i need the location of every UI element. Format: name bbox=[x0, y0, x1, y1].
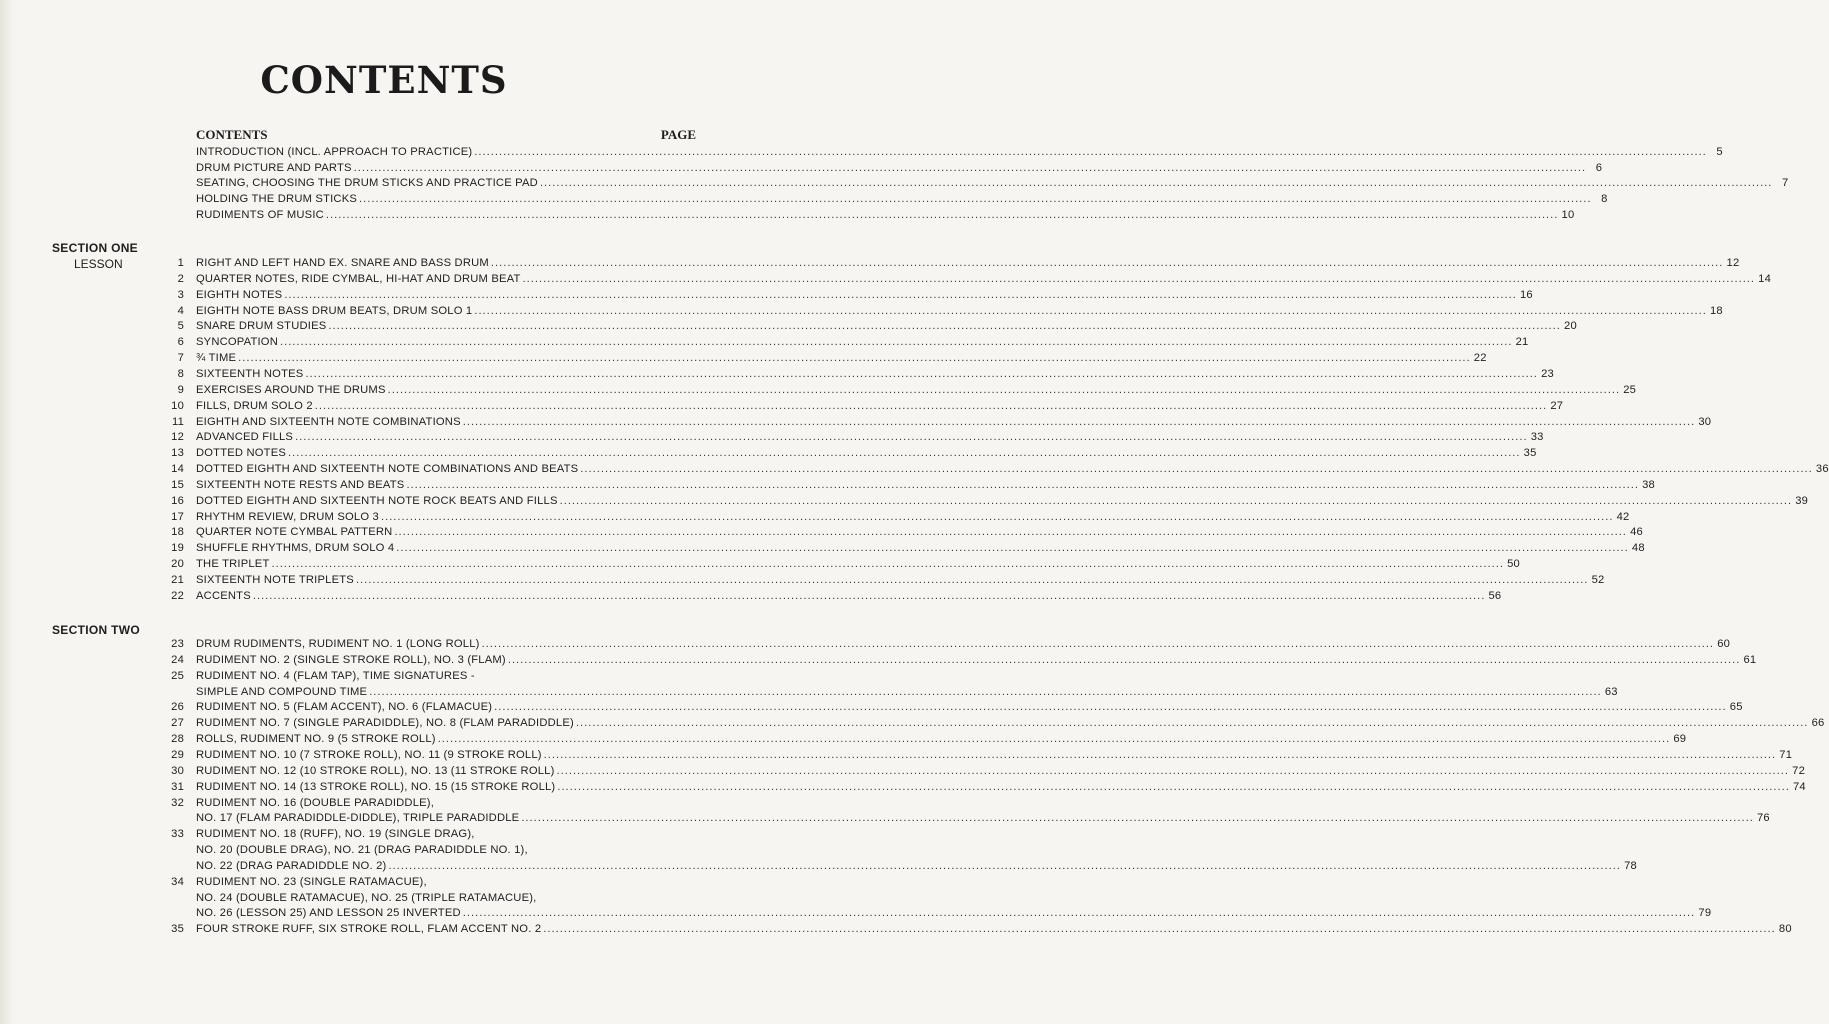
page-number: 22 bbox=[1473, 352, 1487, 365]
dot-leader: ............................................................................................................................................................................................................................................................................................................ bbox=[387, 383, 1621, 396]
toc-entry bbox=[160, 637, 1731, 652]
page-number: 33 bbox=[1530, 431, 1544, 444]
page-number: 20 bbox=[1564, 320, 1577, 333]
dot-leader: ............................................................................................................................................................................................................................................................................................................ bbox=[557, 780, 1790, 793]
dot-leader: ............................................................................................................................................................................................................................................................................................................ bbox=[575, 717, 1809, 730]
entry-title: DOTTED EIGHTH AND SIXTEENTH NOTE COMBINATIONS AND BEATS bbox=[196, 463, 579, 476]
toc-entry bbox=[160, 176, 1789, 191]
page-number: 52 bbox=[1591, 574, 1605, 586]
dot-leader: ............................................................................................................................................................................................................................................................................................................ bbox=[522, 272, 1756, 285]
entry-title: EXERCISES AROUND THE DRUMS bbox=[196, 383, 386, 396]
dot-leader: ............................................................................................................................................................................................................................................................................................................ bbox=[481, 638, 1715, 650]
toc-entry bbox=[160, 304, 1723, 319]
page-number: 8 bbox=[1601, 193, 1608, 206]
entry-title: THE TRIPLET bbox=[196, 558, 270, 571]
page-number: 42 bbox=[1616, 510, 1630, 523]
toc-entry bbox=[160, 653, 1757, 668]
toc-entry bbox=[160, 891, 696, 906]
page-number: 50 bbox=[1507, 558, 1520, 571]
lesson-number: 2 bbox=[177, 272, 184, 285]
toc-entry bbox=[160, 272, 1772, 287]
dot-leader: ............................................................................................................................................................................................................................................................................................................ bbox=[580, 463, 1813, 476]
dot-leader: ............................................................................................................................................................................................................................................................................................................ bbox=[406, 478, 1639, 491]
entry-title: SNARE DRUM STUDIES bbox=[196, 320, 327, 333]
toc-entry bbox=[160, 780, 1806, 795]
entry-title: DOTTED EIGHTH AND SIXTEENTH NOTE ROCK BEATS AND FILLS bbox=[196, 494, 558, 507]
dot-leader: ............................................................................................................................................................................................................................................................................................................ bbox=[252, 589, 1486, 602]
toc-entry bbox=[160, 430, 1544, 445]
entry-title: DRUM RUDIMENTS, RUDIMENT NO. 1 (LONG ROLL) bbox=[196, 638, 480, 650]
page-number: 36 bbox=[1815, 463, 1829, 476]
entry-title: ¾ TIME bbox=[196, 352, 237, 365]
entry-title: RUDIMENT NO. 16 (DOUBLE PARADIDDLE), bbox=[196, 796, 435, 809]
lesson-number: 4 bbox=[177, 304, 184, 317]
dot-leader: ............................................................................................................................................................................................................................................................................................................ bbox=[462, 415, 1696, 428]
entry-title: FOUR STROKE RUFF, SIX STROKE ROLL, FLAM ACCENT NO. 2 bbox=[196, 923, 542, 936]
dot-leader: ............................................................................................................................................................................................................................................................................................................ bbox=[462, 907, 1696, 920]
entry-title: ACCENTS bbox=[196, 589, 251, 602]
page-number: 61 bbox=[1743, 653, 1757, 666]
lesson-number: 31 bbox=[171, 780, 184, 793]
entry-title: HOLDING THE DRUM STICKS bbox=[196, 193, 358, 206]
entry-title: RUDIMENT NO. 4 (FLAM TAP), TIME SIGNATURES - bbox=[196, 669, 475, 682]
toc-entry bbox=[160, 462, 1829, 477]
page-number: 74 bbox=[1792, 780, 1806, 793]
page-number: 5 bbox=[1716, 146, 1723, 158]
entry-title: RHYTHM REVIEW, DRUM SOLO 3 bbox=[196, 510, 379, 523]
dot-leader: ............................................................................................................................................................................................................................................................................................................ bbox=[394, 526, 1627, 539]
page-number: 80 bbox=[1778, 923, 1792, 936]
contents-column-header: CONTENTS bbox=[196, 127, 268, 142]
entry-title: SIMPLE AND COMPOUND TIME bbox=[196, 685, 368, 698]
entry-title: SIXTEENTH NOTES bbox=[196, 367, 304, 380]
dot-leader: ............................................................................................................................................................................................................................................................................................................ bbox=[279, 336, 1513, 349]
dot-leader: ............................................................................................................................................................................................................................................................................................................ bbox=[305, 367, 1538, 380]
page-number: 56 bbox=[1488, 589, 1502, 602]
toc-entry bbox=[160, 827, 696, 842]
entry-title: RUDIMENTS OF MUSIC bbox=[196, 208, 324, 221]
entry-title: EIGHTH NOTE BASS DRUM BEATS, DRUM SOLO 1 bbox=[196, 304, 473, 317]
dot-leader: ............................................................................................................................................................................................................................................................................................................ bbox=[490, 257, 1724, 269]
page-number: 69 bbox=[1673, 733, 1687, 746]
entry-title: SEATING, CHOOSING THE DRUM STICKS AND PRACTICE PAD bbox=[196, 177, 538, 190]
dot-leader: ............................................................................................................................................................................................................................................................................................................ bbox=[288, 447, 1521, 460]
toc-entry bbox=[160, 145, 1723, 160]
dot-leader: ............................................................................................................................................................................................................................................................................................................ bbox=[271, 558, 1504, 571]
page-number: 7 bbox=[1781, 177, 1789, 190]
toc-entry bbox=[160, 510, 1630, 525]
page-number: 35 bbox=[1523, 447, 1537, 460]
toc-entry bbox=[160, 764, 1805, 779]
entry-title: RUDIMENT NO. 7 (SINGLE PARADIDDLE), NO. 8 (FLAM PARADIDDLE) bbox=[196, 717, 574, 730]
lesson-number: 29 bbox=[171, 748, 184, 761]
page-number: 66 bbox=[1811, 717, 1825, 730]
page-number: 14 bbox=[1758, 272, 1772, 285]
lesson-number: 28 bbox=[171, 733, 184, 746]
entry-title: RIGHT AND LEFT HAND EX. SNARE AND BASS DRUM bbox=[196, 257, 489, 269]
lesson-number: 26 bbox=[171, 701, 184, 714]
page-number: 46 bbox=[1630, 526, 1643, 539]
dot-leader: ............................................................................................................................................................................................................................................................................................................ bbox=[314, 399, 1548, 412]
toc-entry bbox=[160, 446, 1537, 461]
page-number: 10 bbox=[1561, 208, 1575, 221]
dot-leader: ............................................................................................................................................................................................................................................................................................................ bbox=[325, 208, 1559, 221]
page-number: 71 bbox=[1779, 748, 1793, 761]
dot-leader: ............................................................................................................................................................................................................................................................................................................ bbox=[355, 574, 1589, 586]
page-number: 65 bbox=[1729, 701, 1743, 714]
dot-leader: ............................................................................................................................................................................................................................................................................................................ bbox=[284, 288, 1517, 301]
toc-entry bbox=[160, 589, 1502, 604]
entry-title: EIGHTH NOTES bbox=[196, 288, 283, 301]
toc-entry bbox=[160, 859, 1637, 874]
page-number: 6 bbox=[1595, 161, 1603, 174]
toc-entry bbox=[160, 208, 1575, 223]
entry-title: NO. 22 (DRAG PARADIDDLE NO. 2) bbox=[196, 859, 387, 872]
lesson-number: 13 bbox=[171, 447, 184, 460]
lesson-number: 34 bbox=[171, 875, 184, 888]
page-column-header: PAGE bbox=[660, 127, 696, 142]
toc-entry bbox=[160, 669, 696, 684]
entry-title: SHUFFLE RHYTHMS, DRUM SOLO 4 bbox=[196, 542, 395, 555]
lesson-number: 9 bbox=[177, 383, 184, 396]
lesson-number: 19 bbox=[171, 542, 184, 555]
lesson-number: 20 bbox=[171, 558, 184, 571]
toc-entry bbox=[160, 843, 696, 858]
dot-leader: ............................................................................................................................................................................................................................................................................................................ bbox=[396, 542, 1629, 555]
page-number: 79 bbox=[1698, 907, 1712, 920]
page-number: 25 bbox=[1623, 383, 1637, 396]
toc-entry bbox=[160, 811, 1770, 826]
dot-leader: ............................................................................................................................................................................................................................................................................................................ bbox=[539, 177, 1773, 190]
lesson-number: 18 bbox=[171, 526, 184, 539]
dot-leader: ............................................................................................................................................................................................................................................................................................................ bbox=[437, 733, 1671, 746]
toc-entry bbox=[160, 494, 1809, 509]
page-edge-shadow bbox=[0, 0, 14, 1024]
entry-title: EIGHTH AND SIXTEENTH NOTE COMBINATIONS bbox=[196, 415, 461, 428]
toc-entry bbox=[160, 525, 1643, 540]
lesson-number: 32 bbox=[171, 796, 184, 809]
page-number: 60 bbox=[1717, 638, 1731, 650]
toc-entry bbox=[160, 748, 1793, 763]
entry-title: NO. 24 (DOUBLE RATAMACUE), NO. 25 (TRIPLE RATAMACUE), bbox=[196, 891, 537, 904]
dot-leader: ............................................................................................................................................................................................................................................................................................................ bbox=[369, 685, 1602, 698]
toc-entry bbox=[160, 922, 1792, 937]
lesson-number: 24 bbox=[171, 653, 184, 666]
page-number: 21 bbox=[1515, 336, 1529, 349]
entry-title: SIXTEENTH NOTE RESTS AND BEATS bbox=[196, 478, 405, 491]
page-number: 78 bbox=[1624, 859, 1637, 872]
toc-entry bbox=[160, 319, 1577, 334]
entry-title: DOTTED NOTES bbox=[196, 447, 287, 460]
entry-title: INTRODUCTION (INCL. APPROACH TO PRACTICE) bbox=[196, 146, 473, 158]
section-one-heading: SECTION ONE bbox=[52, 241, 138, 255]
dot-leader: ............................................................................................................................................................................................................................................................................................................ bbox=[359, 193, 1592, 206]
entry-title: RUDIMENT NO. 12 (10 STROKE ROLL), NO. 13 (11 STROKE ROLL) bbox=[196, 764, 555, 777]
entry-title: QUARTER NOTES, RIDE CYMBAL, HI-HAT AND DRUM BEAT bbox=[196, 272, 521, 285]
page-title: CONTENTS bbox=[260, 58, 508, 102]
toc-entry bbox=[160, 399, 1564, 414]
dot-leader: ............................................................................................................................................................................................................................................................................................................ bbox=[543, 923, 1776, 936]
lesson-number: 16 bbox=[171, 494, 184, 507]
page-number: 12 bbox=[1726, 257, 1740, 269]
page-number: 23 bbox=[1541, 367, 1554, 380]
entry-title: NO. 20 (DOUBLE DRAG), NO. 21 (DRAG PARADIDDLE NO. 1), bbox=[196, 844, 528, 857]
dot-leader: ............................................................................................................................................................................................................................................................................................................ bbox=[543, 748, 1777, 761]
lesson-number: 8 bbox=[177, 367, 184, 380]
page-number: 18 bbox=[1709, 304, 1723, 317]
lesson-number: 27 bbox=[171, 717, 184, 730]
entry-title: QUARTER NOTE CYMBAL PATTERN bbox=[196, 526, 393, 539]
toc-entry bbox=[160, 192, 1608, 207]
lesson-number: 22 bbox=[171, 589, 184, 602]
lesson-number: 6 bbox=[177, 336, 184, 349]
entry-title: ROLLS, RUDIMENT NO. 9 (5 STROKE ROLL) bbox=[196, 733, 436, 746]
lesson-number: 15 bbox=[171, 478, 184, 491]
section-two-heading: SECTION TWO bbox=[52, 623, 140, 637]
toc-entry bbox=[160, 700, 1743, 715]
toc-entry bbox=[160, 415, 1712, 430]
dot-leader: ............................................................................................................................................................................................................................................................................................................ bbox=[238, 352, 1471, 365]
page-number: 63 bbox=[1604, 685, 1618, 698]
entry-title: RUDIMENT NO. 10 (7 STROKE ROLL), NO. 11 (9 STROKE ROLL) bbox=[196, 748, 542, 761]
entry-title: RUDIMENT NO. 23 (SINGLE RATAMACUE), bbox=[196, 875, 427, 888]
toc-entry bbox=[160, 557, 1520, 572]
entry-title: SYNCOPATION bbox=[196, 336, 278, 349]
toc-entry bbox=[160, 478, 1655, 493]
entry-title: RUDIMENT NO. 5 (FLAM ACCENT), NO. 6 (FLAMACUE) bbox=[196, 701, 493, 714]
dot-leader: ............................................................................................................................................................................................................................................................................................................ bbox=[295, 431, 1528, 444]
toc-entry bbox=[160, 732, 1687, 747]
dot-leader: ............................................................................................................................................................................................................................................................................................................ bbox=[507, 653, 1741, 666]
toc-entry bbox=[160, 875, 696, 890]
dot-leader: ............................................................................................................................................................................................................................................................................................................ bbox=[388, 859, 1621, 872]
toc-entry bbox=[160, 383, 1637, 398]
lesson-number: 30 bbox=[171, 764, 184, 777]
entry-title: ADVANCED FILLS bbox=[196, 431, 294, 444]
entry-title: SIXTEENTH NOTE TRIPLETS bbox=[196, 574, 354, 586]
lesson-number: 7 bbox=[177, 352, 184, 365]
toc-entry bbox=[160, 288, 1533, 303]
entry-title: RUDIMENT NO. 2 (SINGLE STROKE ROLL), NO. 3 (FLAM) bbox=[196, 653, 506, 666]
entry-title: DRUM PICTURE AND PARTS bbox=[196, 161, 352, 174]
toc-entry bbox=[160, 906, 1712, 921]
toc-entry bbox=[160, 541, 1645, 556]
entry-title: FILLS, DRUM SOLO 2 bbox=[196, 399, 313, 412]
page-number: 76 bbox=[1756, 812, 1770, 825]
lesson-number: 5 bbox=[177, 320, 184, 333]
lesson-number: 14 bbox=[171, 463, 184, 476]
lesson-subheading: LESSON bbox=[74, 257, 123, 271]
lesson-number: 1 bbox=[177, 257, 184, 269]
entry-title: NO. 17 (FLAM PARADIDDLE-DIDDLE), TRIPLE PARADIDDLE bbox=[196, 812, 520, 825]
toc-entry bbox=[160, 716, 1825, 731]
toc-entry bbox=[160, 351, 1487, 366]
dot-leader: ............................................................................................................................................................................................................................................................................................................ bbox=[328, 320, 1561, 333]
toc-entry bbox=[160, 685, 1618, 700]
toc-entry bbox=[160, 367, 1554, 382]
entry-title: RUDIMENT NO. 18 (RUFF), NO. 19 (SINGLE DRAG), bbox=[196, 828, 475, 841]
lesson-number: 17 bbox=[171, 510, 184, 523]
dot-leader: ............................................................................................................................................................................................................................................................................................................ bbox=[353, 161, 1587, 174]
page-number: 39 bbox=[1795, 494, 1809, 507]
toc-entry bbox=[160, 335, 1529, 350]
toc-entry bbox=[160, 796, 696, 811]
lesson-number: 12 bbox=[171, 431, 184, 444]
page-number: 27 bbox=[1550, 399, 1564, 412]
dot-leader: ............................................................................................................................................................................................................................................................................................................ bbox=[474, 304, 1707, 317]
entry-title: NO. 26 (LESSON 25) AND LESSON 25 INVERTED bbox=[196, 907, 461, 920]
entry-title: RUDIMENT NO. 14 (13 STROKE ROLL), NO. 15 (15 STROKE ROLL) bbox=[196, 780, 556, 793]
lesson-number: 25 bbox=[171, 669, 184, 682]
lesson-number: 33 bbox=[171, 828, 184, 841]
page-number: 16 bbox=[1519, 288, 1533, 301]
dot-leader: ............................................................................................................................................................................................................................................................................................................ bbox=[494, 701, 1727, 714]
page-number: 72 bbox=[1792, 764, 1805, 777]
lesson-number: 11 bbox=[171, 415, 184, 428]
dot-leader: ............................................................................................................................................................................................................................................................................................................ bbox=[380, 510, 1614, 523]
page-number: 48 bbox=[1631, 542, 1645, 555]
toc-entry bbox=[160, 256, 1740, 271]
page-number: 30 bbox=[1698, 415, 1712, 428]
dot-leader: ............................................................................................................................................................................................................................................................................................................ bbox=[556, 764, 1789, 777]
toc-entry bbox=[160, 161, 1603, 176]
lesson-number: 3 bbox=[177, 288, 184, 301]
lesson-number: 35 bbox=[171, 923, 184, 936]
page-number: 38 bbox=[1642, 478, 1655, 491]
lesson-number: 10 bbox=[171, 399, 184, 412]
dot-leader: ............................................................................................................................................................................................................................................................................................................ bbox=[521, 812, 1754, 825]
lesson-number: 23 bbox=[171, 638, 184, 650]
dot-leader: ............................................................................................................................................................................................................................................................................................................ bbox=[559, 494, 1793, 507]
dot-leader: ............................................................................................................................................................................................................................................................................................................ bbox=[474, 146, 1707, 158]
lesson-number: 21 bbox=[171, 574, 184, 586]
toc-entry bbox=[160, 573, 1605, 588]
